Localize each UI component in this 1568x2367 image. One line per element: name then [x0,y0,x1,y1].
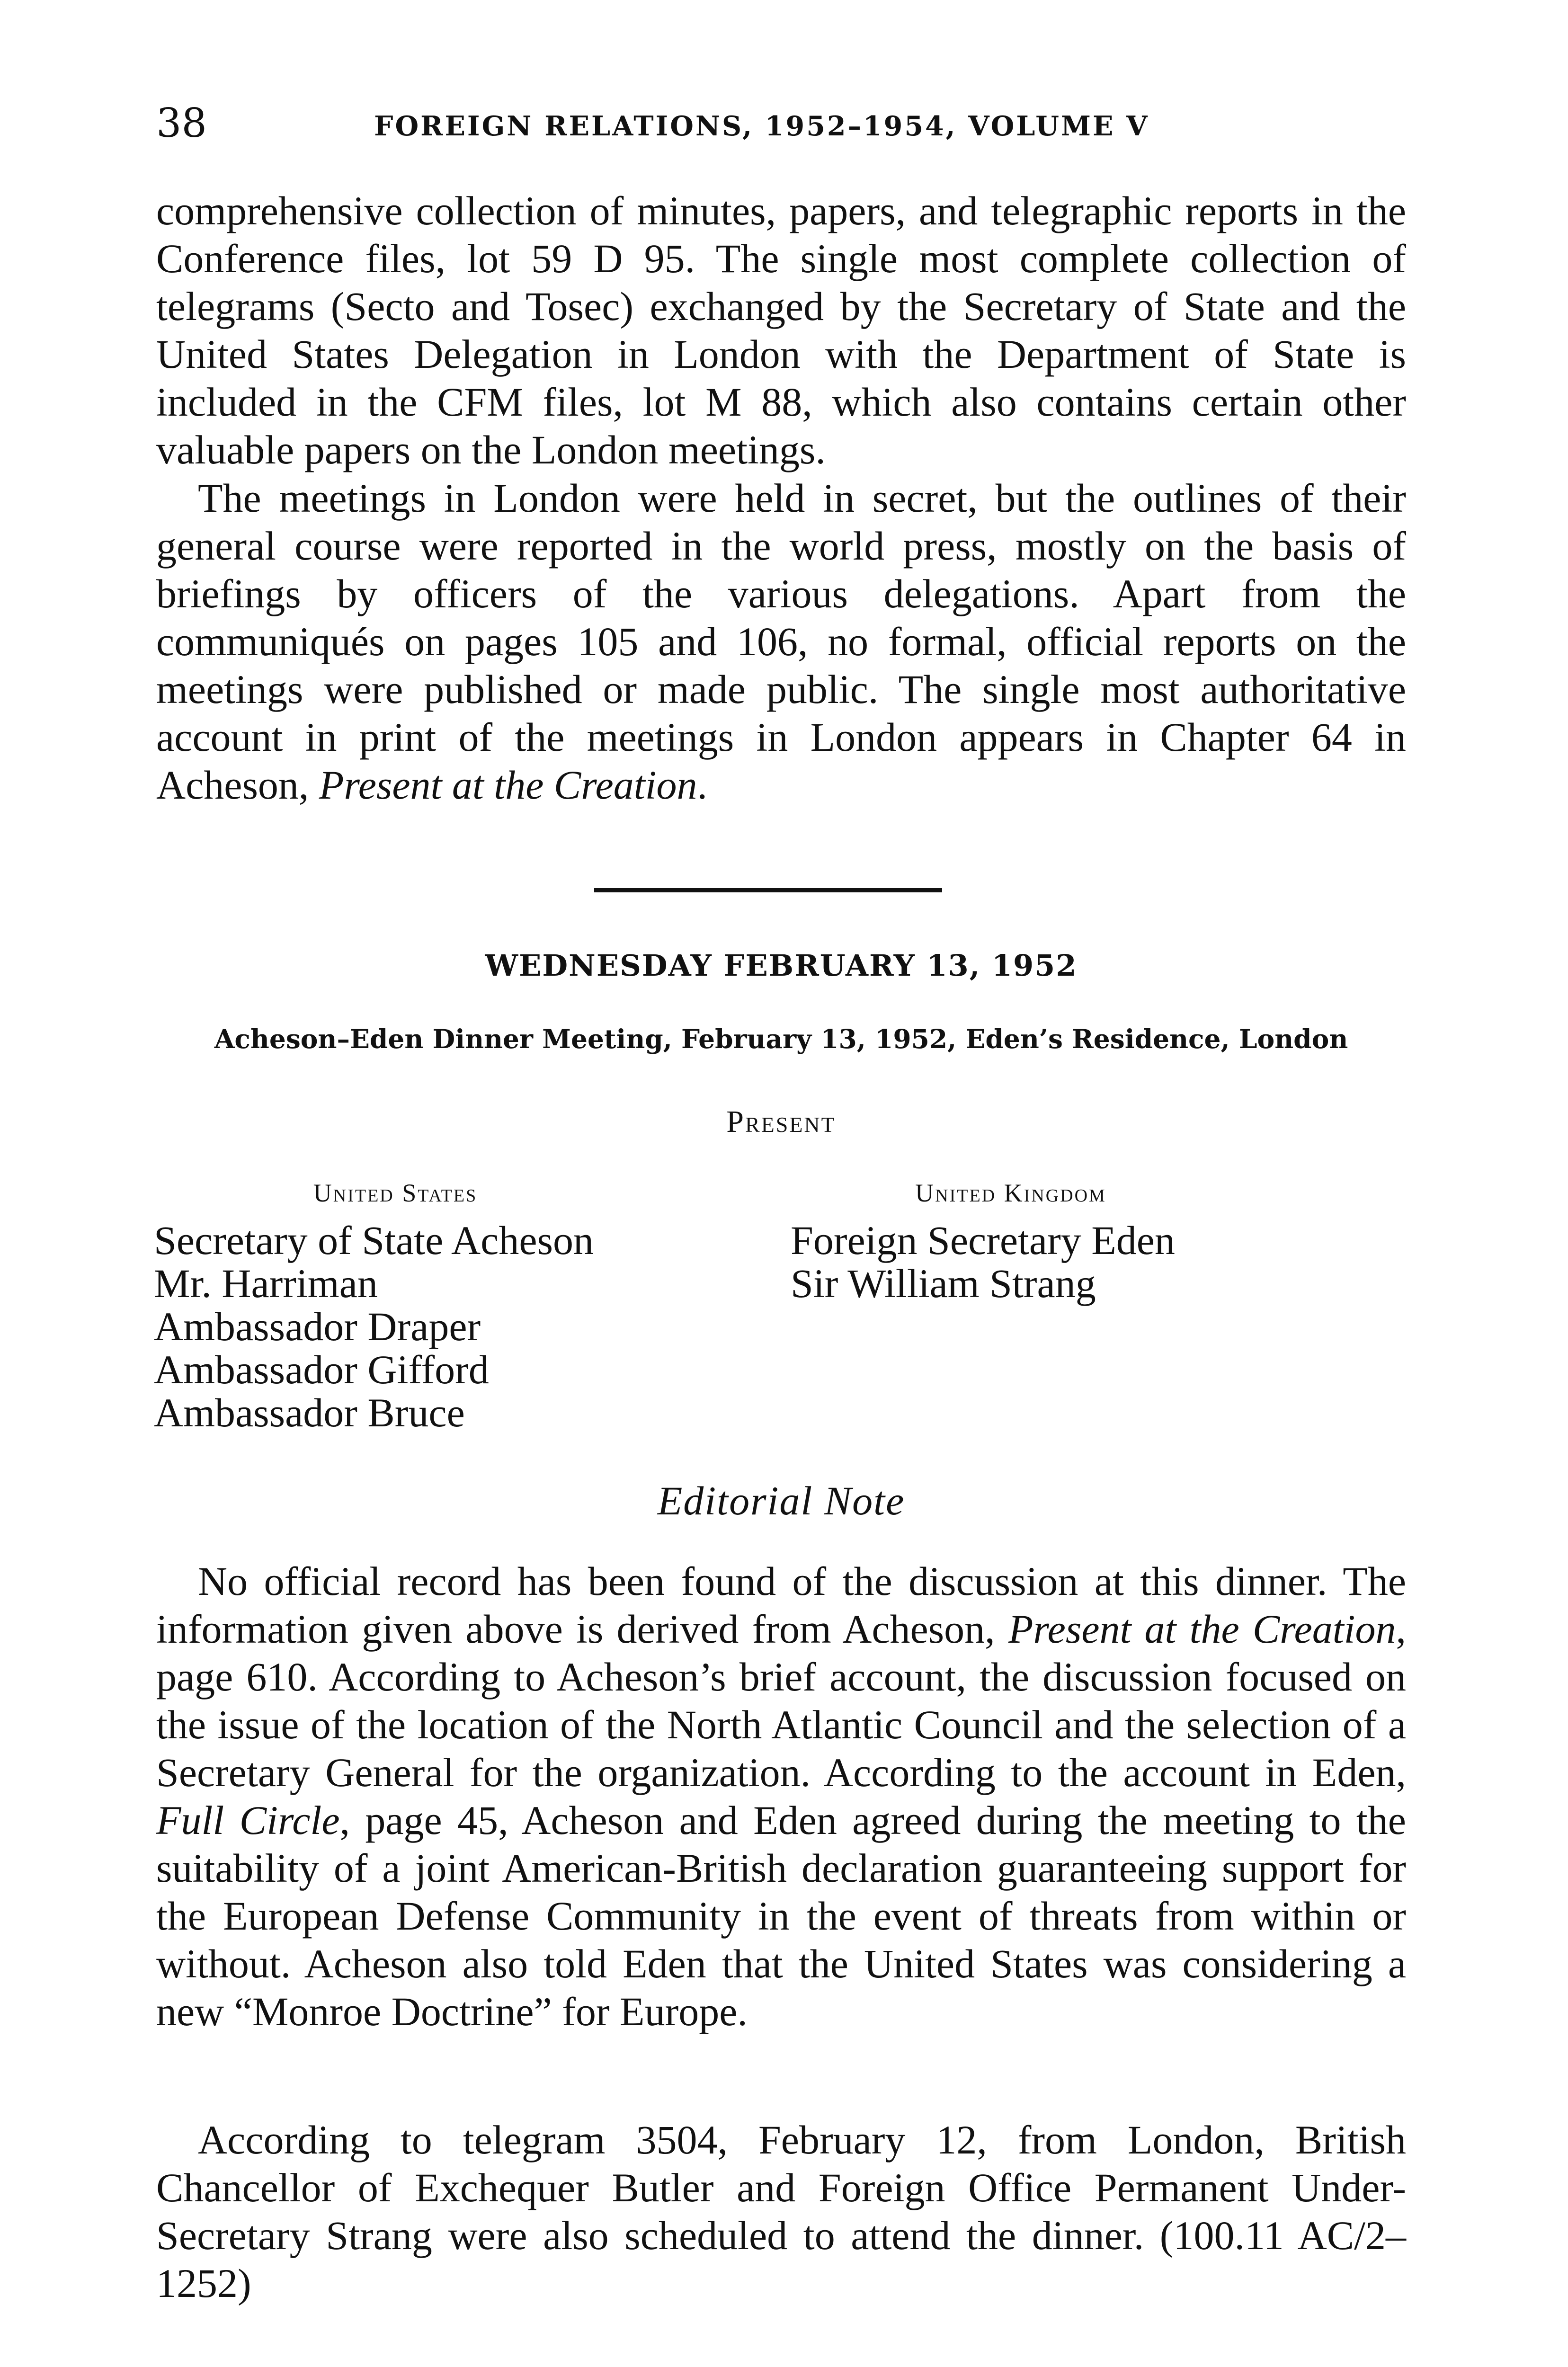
attendee-name: Foreign Secretary Eden [791,1218,1175,1263]
book-title-present-at-the-creation: Present at the Creation [319,762,697,808]
attendee-name: Ambassador Gifford [154,1347,489,1392]
editorial-note-paragraph-1 [156,1557,1406,2036]
editorial-text: No official record has been found of the discussion at this dinner. The information given above is derived from Acheson, [156,1558,1406,1652]
united-kingdom-heading: United Kingdom [915,1179,1106,1207]
editorial-note-title: Editorial Note [657,1478,905,1523]
intro-paragraph-2 [156,474,1406,809]
attendee-name: Ambassador Draper [154,1304,481,1349]
page-number: 38 [156,100,207,146]
attendee-name: Mr. Harriman [154,1261,378,1306]
running-head: FOREIGN RELATIONS, 1952–1954, VOLUME V [374,110,1149,142]
attendee-name: Secretary of State Acheson [154,1218,594,1263]
page-header [156,97,1406,149]
attendees-united-kingdom [791,1176,1359,1305]
date-heading: WEDNESDAY FEBRUARY 13, 1952 [485,948,1078,983]
intro-paragraph-2-text: The meetings in London were held in secret, but the outlines of their general course were reported in the world press, mostly on the basis of briefings by officers of the various delegations. Apart from the communiqués on pages 105 and 106, no formal, official reports on the meetings were published or made public. The single most authoritative account in print of the meetings in London appears in Chapter 64 in Acheson, [156,475,1406,808]
united-states-heading: United States [313,1179,478,1207]
intro-paragraph-2-end: . [697,762,707,808]
book-title-present-at-the-creation: Present at the Creation [1008,1606,1396,1652]
book-title-full-circle: Full Circle [156,1797,340,1843]
editorial-note-paragraph-2: According to telegram 3504, February 12, from London, British Chancellor of Exchequer Butler and Foreign Office Permanent Under-Secretary Strang were also scheduled to attend the dinner. (100.11 AC/2–1252) [156,2117,1406,2306]
editorial-text: , page 610. According to Acheson’s brief account, the discussion focused on the issue of the location of the North Atlantic Council and the selection of a Secretary General for the organization. According to the account in Eden, [156,1606,1406,1795]
attendee-name: Ambassador Bruce [154,1390,465,1435]
present-heading: Present [726,1104,836,1139]
intro-paragraph-1: comprehensive collection of minutes, papers, and telegraphic reports in the Conference files, lot 59 D 95. The single most complete collection of telegrams (Secto and Tosec) exchanged by the Secretary of State and the United States Delegation in London with the Department of State is included in the CFM files, lot M 88, which also contains certain other valuable papers on the London meetings. [156,188,1406,472]
attendee-name: Sir William Strang [791,1261,1096,1306]
meeting-heading: Acheson–Eden Dinner Meeting, February 13, 1952, Eden’s Residence, London [214,1023,1348,1054]
attendees-united-states [154,1176,722,1434]
editorial-text: , page 45, Acheson and Eden agreed during the meeting to the suitability of a joint American-British declaration guaranteeing support for the European Defense Community in the event of threats from within or without. Acheson also told Eden that the United States was considering a new “Monroe Doctrine” for Europe. [156,1797,1406,2034]
section-divider [594,888,942,892]
